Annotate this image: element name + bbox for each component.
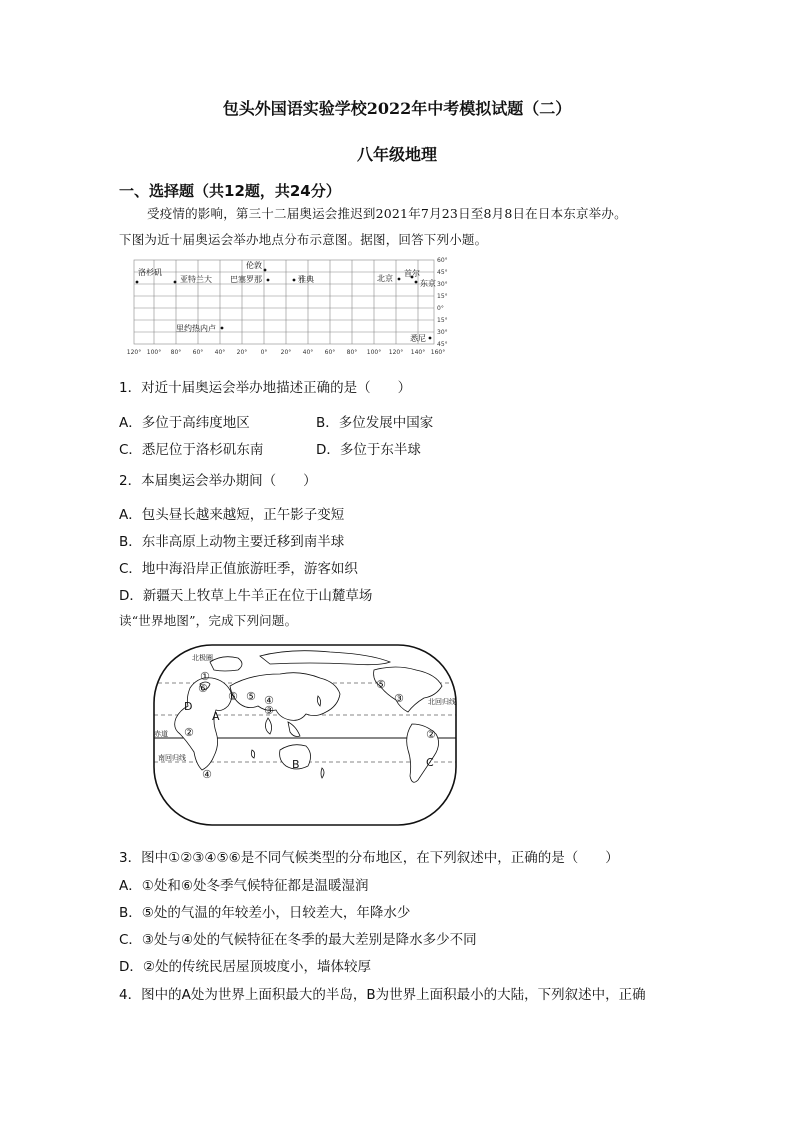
city-dot <box>398 278 401 281</box>
marker-3-asia: ③ <box>264 704 274 717</box>
lon-label: 80° <box>346 349 358 356</box>
q2-stem: 2．本届奥运会举办期间（ ） <box>119 473 317 489</box>
arctic-circle-label: 北极圈 <box>192 654 213 662</box>
lon-label: 120° <box>388 349 404 356</box>
q1-option-d[interactable]: D．多位于东半球 <box>316 442 421 458</box>
lon-label: 60° <box>324 349 336 356</box>
marker-2-sa: ② <box>426 728 436 741</box>
intro-line-1: 受疫情的影响，第三十二届奥运会推迟到2021年7月23日至8月8日在日本东京举办。 <box>147 206 627 221</box>
city-label: 首尔 <box>404 269 420 278</box>
label-d: D <box>184 700 193 713</box>
lon-label: 0° <box>260 349 268 356</box>
city-label: 东京 <box>420 279 436 288</box>
q3-stem: 3．图中①②③④⑤⑥是不同气候类型的分布地区，在下列叙述中，正确的是（ ） <box>119 850 619 866</box>
section-heading: 一、选择题（共12题，共24分） <box>119 182 341 200</box>
lat-label: 15° <box>437 293 448 300</box>
q1-option-c[interactable]: C．悉尼位于洛杉矶东南 <box>119 442 264 458</box>
lon-label: 100° <box>146 349 162 356</box>
intro-line-2: 下图为近十届奥运会举办地点分布示意图。据图，回答下列小题。 <box>119 232 488 247</box>
lon-label: 100° <box>366 349 382 356</box>
lon-label: 40° <box>214 349 226 356</box>
exam-title: 包头外国语实验学校2022年中考模拟试题（二） <box>222 99 572 118</box>
lat-label: 30° <box>437 329 448 336</box>
city-label: 洛杉矶 <box>138 268 162 277</box>
marker-4: ④ <box>264 694 274 707</box>
q3-option-c[interactable]: C．③处与④处的气候特征在冬季的最大差别是降水多少不同 <box>119 932 477 948</box>
q3-option-d[interactable]: D．②处的传统民居屋顶坡度小，墙体较厚 <box>119 959 371 975</box>
q2-option-d[interactable]: D．新疆天上牧草上牛羊正在位于山麓草场 <box>119 588 373 604</box>
q4-stem: 4．图中的A处为世界上面积最大的半岛，B为世界上面积最小的大陆，下列叙述中，正确 <box>119 987 646 1003</box>
q2-option-b[interactable]: B．东非高原上动物主要迁移到南半球 <box>119 534 345 550</box>
q1-option-a[interactable]: A．多位于高纬度地区 <box>119 415 250 431</box>
q1-option-b[interactable]: B．多位发展中国家 <box>316 415 434 431</box>
city-label: 里约热内卢 <box>176 324 216 333</box>
lon-label: 120° <box>126 349 142 356</box>
lon-label: 140° <box>410 349 426 356</box>
lat-label: 15° <box>437 317 448 324</box>
city-dot <box>136 281 139 284</box>
label-b: B <box>292 758 300 771</box>
city-dot <box>221 327 224 330</box>
lon-label: 80° <box>170 349 182 356</box>
lon-label: 60° <box>192 349 204 356</box>
city-dot <box>429 337 432 340</box>
world-map <box>150 640 462 830</box>
subject-title: 八年级地理 <box>356 145 437 164</box>
world-map-intro: 读“世界地图”，完成下列问题。 <box>119 613 298 628</box>
lat-label: 0° <box>437 305 444 312</box>
city-label: 悉尼 <box>410 334 426 343</box>
city-label: 亚特兰大 <box>180 275 212 284</box>
city-dot <box>264 269 267 272</box>
tropic-cancer-label: 北回归线 <box>428 698 456 706</box>
q3-option-a[interactable]: A．①处和⑥处冬季气候特征都是温暖湿润 <box>119 878 369 894</box>
q2-option-c[interactable]: C．地中海沿岸正值旅游旺季，游客如织 <box>119 561 358 577</box>
marker-2: ② <box>184 726 194 739</box>
marker-1: ① <box>200 670 210 683</box>
marker-4-africa: ④ <box>202 768 212 781</box>
marker-6: ⑥ <box>198 682 208 695</box>
marker-6-asia: ⑥ <box>228 690 238 703</box>
label-a: A <box>212 710 220 723</box>
q2-option-a[interactable]: A．包头昼长越来越短，正午影子变短 <box>119 507 345 523</box>
olympic-host-map <box>124 256 460 358</box>
city-dot <box>293 279 296 282</box>
marker-5-na: ⑤ <box>376 678 386 691</box>
city-dot <box>267 279 270 282</box>
marker-3: ③ <box>394 692 404 705</box>
lat-label: 45° <box>437 341 448 348</box>
lat-label: 45° <box>437 269 448 276</box>
label-c: C <box>426 756 434 769</box>
city-dot <box>415 281 418 284</box>
equator-label: 赤道 <box>154 730 168 738</box>
marker-5: ⑤ <box>246 690 256 703</box>
q1-stem: 1．对近十届奥运会举办地描述正确的是（ ） <box>119 380 412 396</box>
city-label: 伦敦 <box>246 261 262 270</box>
lon-label: 160° <box>430 349 446 356</box>
city-label: 北京 <box>377 274 393 283</box>
lon-label: 20° <box>236 349 248 356</box>
city-label: 巴塞罗那 <box>230 275 262 284</box>
lat-label: 30° <box>437 281 448 288</box>
lon-label: 40° <box>302 349 314 356</box>
tropic-capricorn-label: 南回归线 <box>158 754 186 762</box>
q3-option-b[interactable]: B．⑤处的气温的年较差小，日较差大，年降水少 <box>119 905 411 921</box>
city-dot <box>174 281 177 284</box>
city-label: 雅典 <box>298 275 314 284</box>
lat-label: 60° <box>437 257 448 264</box>
lon-label: 20° <box>280 349 292 356</box>
